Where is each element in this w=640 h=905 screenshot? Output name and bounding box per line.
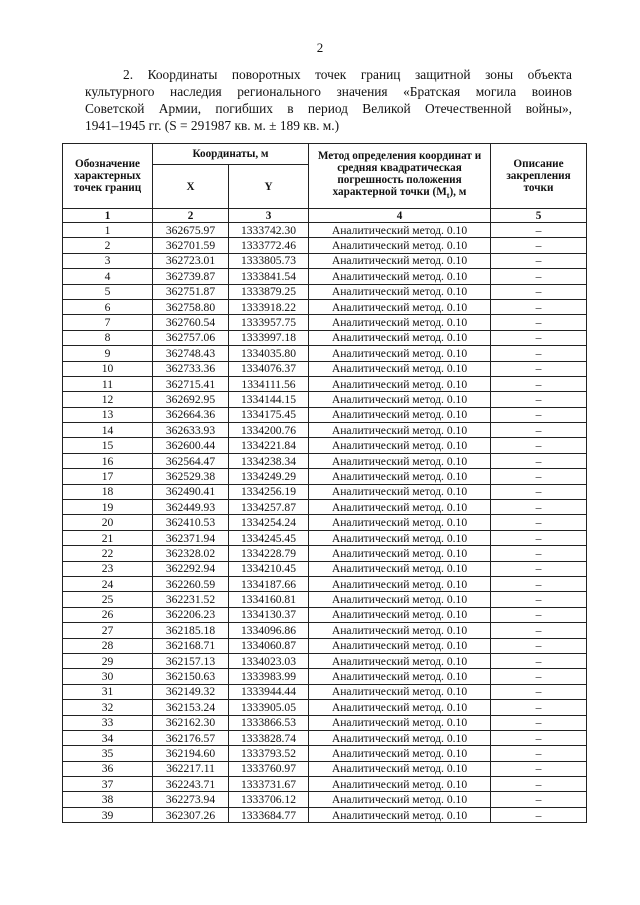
- y-coordinate-cell: 1333828.74: [229, 730, 309, 745]
- y-coordinate-cell: 1334023.03: [229, 653, 309, 668]
- y-coordinate-cell: 1334111.56: [229, 376, 309, 391]
- description-cell: –: [491, 515, 587, 530]
- x-coordinate-cell: 362157.13: [153, 653, 229, 668]
- y-coordinate-cell: 1334200.76: [229, 423, 309, 438]
- point-number-cell: 37: [63, 777, 153, 792]
- method-cell: Аналитический метод. 0.10: [309, 346, 491, 361]
- heading-line: культурного наследия регионального значения «Братская могила воинов: [85, 84, 572, 99]
- point-number-cell: 31: [63, 684, 153, 699]
- y-coordinate-cell: 1333684.77: [229, 807, 309, 822]
- point-number-cell: 19: [63, 500, 153, 515]
- method-cell: Аналитический метод. 0.10: [309, 576, 491, 591]
- x-coordinate-cell: 362692.95: [153, 392, 229, 407]
- heading-line: Советской Армии, погибших в период Великой Отечественной войны»,: [85, 101, 572, 116]
- x-coordinate-cell: 362675.97: [153, 223, 229, 238]
- method-cell: Аналитический метод. 0.10: [309, 761, 491, 776]
- y-coordinate-cell: 1333805.73: [229, 253, 309, 268]
- method-cell: Аналитический метод. 0.10: [309, 515, 491, 530]
- x-coordinate-cell: 362760.54: [153, 315, 229, 330]
- y-coordinate-cell: 1333742.30: [229, 223, 309, 238]
- point-number-cell: 28: [63, 638, 153, 653]
- table-row: [63, 407, 587, 422]
- y-coordinate-cell: 1333944.44: [229, 684, 309, 699]
- method-cell: Аналитический метод. 0.10: [309, 792, 491, 807]
- point-number-cell: 5: [63, 284, 153, 299]
- y-coordinate-cell: 1334160.81: [229, 592, 309, 607]
- y-coordinate-cell: 1334249.29: [229, 469, 309, 484]
- x-coordinate-cell: 362757.06: [153, 330, 229, 345]
- method-cell: Аналитический метод. 0.10: [309, 607, 491, 622]
- x-coordinate-cell: 362273.94: [153, 792, 229, 807]
- x-coordinate-cell: 362633.93: [153, 423, 229, 438]
- x-coordinate-cell: 362243.71: [153, 777, 229, 792]
- point-number-cell: 39: [63, 807, 153, 822]
- x-coordinate-cell: 362733.36: [153, 361, 229, 376]
- y-coordinate-cell: 1333957.75: [229, 315, 309, 330]
- page-number: 2: [316, 40, 324, 55]
- table-row: [63, 792, 587, 807]
- method-cell: Аналитический метод. 0.10: [309, 700, 491, 715]
- method-cell: Аналитический метод. 0.10: [309, 315, 491, 330]
- table-row: [63, 761, 587, 776]
- x-coordinate-cell: 362715.41: [153, 376, 229, 391]
- x-coordinate-cell: 362206.23: [153, 607, 229, 622]
- method-cell: Аналитический метод. 0.10: [309, 469, 491, 484]
- x-coordinate-cell: 362185.18: [153, 623, 229, 638]
- table-row: [63, 607, 587, 622]
- method-cell: Аналитический метод. 0.10: [309, 669, 491, 684]
- method-cell: Аналитический метод. 0.10: [309, 223, 491, 238]
- point-number-cell: 15: [63, 438, 153, 453]
- y-coordinate-cell: 1334130.37: [229, 607, 309, 622]
- x-coordinate-cell: 362751.87: [153, 284, 229, 299]
- method-cell: Аналитический метод. 0.10: [309, 546, 491, 561]
- y-coordinate-cell: 1334060.87: [229, 638, 309, 653]
- table-row: [63, 546, 587, 561]
- method-cell: Аналитический метод. 0.10: [309, 638, 491, 653]
- point-number-cell: 8: [63, 330, 153, 345]
- header-designation: Обозначение характерных точек границ: [63, 144, 153, 209]
- x-coordinate-cell: 362664.36: [153, 407, 229, 422]
- y-coordinate-cell: 1334245.45: [229, 530, 309, 545]
- description-cell: –: [491, 484, 587, 499]
- table-row: [63, 623, 587, 638]
- x-coordinate-cell: 362410.53: [153, 515, 229, 530]
- description-cell: –: [491, 500, 587, 515]
- table-row: [63, 223, 587, 238]
- y-coordinate-cell: 1334221.84: [229, 438, 309, 453]
- y-coordinate-cell: 1333841.54: [229, 269, 309, 284]
- x-coordinate-cell: 362449.93: [153, 500, 229, 515]
- description-cell: –: [491, 453, 587, 468]
- y-coordinate-cell: 1333760.97: [229, 761, 309, 776]
- method-cell: Аналитический метод. 0.10: [309, 269, 491, 284]
- point-number-cell: 11: [63, 376, 153, 391]
- point-number-cell: 1: [63, 223, 153, 238]
- description-cell: –: [491, 315, 587, 330]
- x-coordinate-cell: 362758.80: [153, 299, 229, 314]
- y-coordinate-cell: 1334175.45: [229, 407, 309, 422]
- x-coordinate-cell: 362260.59: [153, 576, 229, 591]
- description-cell: –: [491, 653, 587, 668]
- description-cell: –: [491, 669, 587, 684]
- heading-line: 1941–1945 гг. (S = 291987 кв. м. ± 189 кв. м.): [85, 118, 340, 133]
- description-cell: –: [491, 730, 587, 745]
- description-cell: –: [491, 561, 587, 576]
- y-coordinate-cell: 1333983.99: [229, 669, 309, 684]
- column-number: 5: [491, 209, 587, 223]
- method-cell: Аналитический метод. 0.10: [309, 561, 491, 576]
- y-coordinate-cell: 1333997.18: [229, 330, 309, 345]
- method-cell: Аналитический метод. 0.10: [309, 530, 491, 545]
- method-cell: Аналитический метод. 0.10: [309, 376, 491, 391]
- description-cell: –: [491, 407, 587, 422]
- y-coordinate-cell: 1334238.34: [229, 453, 309, 468]
- coordinates-table: [62, 143, 587, 823]
- y-coordinate-cell: 1333706.12: [229, 792, 309, 807]
- point-number-cell: 3: [63, 253, 153, 268]
- description-cell: –: [491, 761, 587, 776]
- header-description: Описание закрепления точки: [491, 144, 587, 209]
- x-coordinate-cell: 362292.94: [153, 561, 229, 576]
- description-cell: –: [491, 638, 587, 653]
- x-coordinate-cell: 362739.87: [153, 269, 229, 284]
- point-number-cell: 33: [63, 715, 153, 730]
- table-row: [63, 238, 587, 253]
- x-coordinate-cell: 362328.02: [153, 546, 229, 561]
- description-cell: –: [491, 792, 587, 807]
- point-number-cell: 36: [63, 761, 153, 776]
- point-number-cell: 10: [63, 361, 153, 376]
- description-cell: –: [491, 684, 587, 699]
- x-coordinate-cell: 362231.52: [153, 592, 229, 607]
- x-coordinate-cell: 362307.26: [153, 807, 229, 822]
- point-number-cell: 29: [63, 653, 153, 668]
- y-coordinate-cell: 1333879.25: [229, 284, 309, 299]
- table-row: [63, 423, 587, 438]
- point-number-cell: 12: [63, 392, 153, 407]
- point-number-cell: 23: [63, 561, 153, 576]
- x-coordinate-cell: 362149.32: [153, 684, 229, 699]
- point-number-cell: 16: [63, 453, 153, 468]
- method-cell: Аналитический метод. 0.10: [309, 407, 491, 422]
- x-coordinate-cell: 362701.59: [153, 238, 229, 253]
- y-coordinate-cell: 1333918.22: [229, 299, 309, 314]
- point-number-cell: 14: [63, 423, 153, 438]
- table-row: [63, 530, 587, 545]
- point-number-cell: 2: [63, 238, 153, 253]
- table-row: [63, 469, 587, 484]
- description-cell: –: [491, 238, 587, 253]
- method-cell: Аналитический метод. 0.10: [309, 284, 491, 299]
- x-coordinate-cell: 362371.94: [153, 530, 229, 545]
- header-y: Y: [229, 165, 309, 209]
- table-row: [63, 669, 587, 684]
- description-cell: –: [491, 807, 587, 822]
- x-coordinate-cell: 362153.24: [153, 700, 229, 715]
- method-cell: Аналитический метод. 0.10: [309, 730, 491, 745]
- description-cell: –: [491, 777, 587, 792]
- description-cell: –: [491, 330, 587, 345]
- point-number-cell: 24: [63, 576, 153, 591]
- table-row: [63, 592, 587, 607]
- method-cell: Аналитический метод. 0.10: [309, 746, 491, 761]
- y-coordinate-cell: 1334144.15: [229, 392, 309, 407]
- header-x: X: [153, 165, 229, 209]
- table-row: [63, 392, 587, 407]
- x-coordinate-cell: 362564.47: [153, 453, 229, 468]
- table-body: [63, 223, 587, 823]
- point-number-cell: 38: [63, 792, 153, 807]
- table-row: [63, 299, 587, 314]
- description-cell: –: [491, 392, 587, 407]
- y-coordinate-cell: 1334035.80: [229, 346, 309, 361]
- method-cell: Аналитический метод. 0.10: [309, 453, 491, 468]
- heading-line: 2. Координаты поворотных точек границ защитной зоны объекта: [123, 67, 572, 82]
- table-row: [63, 576, 587, 591]
- point-number-cell: 9: [63, 346, 153, 361]
- table-row: [63, 561, 587, 576]
- description-cell: –: [491, 592, 587, 607]
- method-cell: Аналитический метод. 0.10: [309, 238, 491, 253]
- table-row: [63, 361, 587, 376]
- method-cell: Аналитический метод. 0.10: [309, 299, 491, 314]
- point-number-cell: 20: [63, 515, 153, 530]
- description-cell: –: [491, 469, 587, 484]
- method-cell: Аналитический метод. 0.10: [309, 438, 491, 453]
- method-cell: Аналитический метод. 0.10: [309, 623, 491, 638]
- table-row: [63, 807, 587, 822]
- table-row: [63, 684, 587, 699]
- method-cell: Аналитический метод. 0.10: [309, 653, 491, 668]
- method-cell: Аналитический метод. 0.10: [309, 592, 491, 607]
- method-cell: Аналитический метод. 0.10: [309, 484, 491, 499]
- y-coordinate-cell: 1333772.46: [229, 238, 309, 253]
- point-number-cell: 17: [63, 469, 153, 484]
- point-number-cell: 4: [63, 269, 153, 284]
- point-number-cell: 34: [63, 730, 153, 745]
- table-row: [63, 330, 587, 345]
- column-number: 4: [309, 209, 491, 223]
- table-row: [63, 453, 587, 468]
- point-number-cell: 30: [63, 669, 153, 684]
- table-row: [63, 284, 587, 299]
- method-cell: Аналитический метод. 0.10: [309, 330, 491, 345]
- method-cell: Аналитический метод. 0.10: [309, 807, 491, 822]
- y-coordinate-cell: 1334187.66: [229, 576, 309, 591]
- description-cell: –: [491, 361, 587, 376]
- section-heading: [85, 66, 572, 134]
- table-row: [63, 438, 587, 453]
- point-number-cell: 35: [63, 746, 153, 761]
- x-coordinate-cell: 362748.43: [153, 346, 229, 361]
- header-method: Метод определения координат и средняя квадратическая погрешность положения характерной точки $(M_t)$, м: [309, 144, 491, 209]
- table-row: [63, 715, 587, 730]
- description-cell: –: [491, 269, 587, 284]
- y-coordinate-cell: 1333905.05: [229, 700, 309, 715]
- table-row: [63, 638, 587, 653]
- table-row: [63, 346, 587, 361]
- description-cell: –: [491, 376, 587, 391]
- x-coordinate-cell: 362600.44: [153, 438, 229, 453]
- x-coordinate-cell: 362176.57: [153, 730, 229, 745]
- table-row: [63, 315, 587, 330]
- method-cell: Аналитический метод. 0.10: [309, 423, 491, 438]
- table-row: [63, 484, 587, 499]
- table-row: [63, 515, 587, 530]
- table-row: [63, 269, 587, 284]
- point-number-cell: 22: [63, 546, 153, 561]
- x-coordinate-cell: 362162.30: [153, 715, 229, 730]
- y-coordinate-cell: 1334096.86: [229, 623, 309, 638]
- column-number: 3: [229, 209, 309, 223]
- column-number: 1: [63, 209, 153, 223]
- method-cell: Аналитический метод. 0.10: [309, 500, 491, 515]
- point-number-cell: 27: [63, 623, 153, 638]
- description-cell: –: [491, 253, 587, 268]
- description-cell: –: [491, 623, 587, 638]
- y-coordinate-cell: 1334076.37: [229, 361, 309, 376]
- x-coordinate-cell: 362490.41: [153, 484, 229, 499]
- method-cell: Аналитический метод. 0.10: [309, 253, 491, 268]
- y-coordinate-cell: 1334256.19: [229, 484, 309, 499]
- table-row: [63, 253, 587, 268]
- x-coordinate-cell: 362150.63: [153, 669, 229, 684]
- column-number: 2: [153, 209, 229, 223]
- point-number-cell: 6: [63, 299, 153, 314]
- table-row: [63, 746, 587, 761]
- y-coordinate-cell: 1333731.67: [229, 777, 309, 792]
- description-cell: –: [491, 284, 587, 299]
- method-cell: Аналитический метод. 0.10: [309, 684, 491, 699]
- method-cell: Аналитический метод. 0.10: [309, 361, 491, 376]
- description-cell: –: [491, 546, 587, 561]
- description-cell: –: [491, 715, 587, 730]
- method-cell: Аналитический метод. 0.10: [309, 715, 491, 730]
- x-coordinate-cell: 362194.60: [153, 746, 229, 761]
- point-number-cell: 18: [63, 484, 153, 499]
- table-row: [63, 376, 587, 391]
- point-number-cell: 32: [63, 700, 153, 715]
- table-row: [63, 777, 587, 792]
- y-coordinate-cell: 1333793.52: [229, 746, 309, 761]
- description-cell: –: [491, 299, 587, 314]
- y-coordinate-cell: 1334228.79: [229, 546, 309, 561]
- description-cell: –: [491, 223, 587, 238]
- method-cell: Аналитический метод. 0.10: [309, 392, 491, 407]
- x-coordinate-cell: 362168.71: [153, 638, 229, 653]
- x-coordinate-cell: 362529.38: [153, 469, 229, 484]
- description-cell: –: [491, 438, 587, 453]
- description-cell: –: [491, 700, 587, 715]
- y-coordinate-cell: 1334257.87: [229, 500, 309, 515]
- table-row: [63, 700, 587, 715]
- x-coordinate-cell: 362723.01: [153, 253, 229, 268]
- y-coordinate-cell: 1334210.45: [229, 561, 309, 576]
- point-number-cell: 13: [63, 407, 153, 422]
- method-cell: Аналитический метод. 0.10: [309, 777, 491, 792]
- description-cell: –: [491, 607, 587, 622]
- description-cell: –: [491, 530, 587, 545]
- point-number-cell: 26: [63, 607, 153, 622]
- description-cell: –: [491, 746, 587, 761]
- table-row: [63, 500, 587, 515]
- description-cell: –: [491, 423, 587, 438]
- y-coordinate-cell: 1334254.24: [229, 515, 309, 530]
- header-coordinates: Координаты, м: [153, 144, 309, 165]
- point-number-cell: 25: [63, 592, 153, 607]
- point-number-cell: 21: [63, 530, 153, 545]
- table-row: [63, 730, 587, 745]
- table-row: [63, 653, 587, 668]
- description-cell: –: [491, 346, 587, 361]
- point-number-cell: 7: [63, 315, 153, 330]
- x-coordinate-cell: 362217.11: [153, 761, 229, 776]
- description-cell: –: [491, 576, 587, 591]
- y-coordinate-cell: 1333866.53: [229, 715, 309, 730]
